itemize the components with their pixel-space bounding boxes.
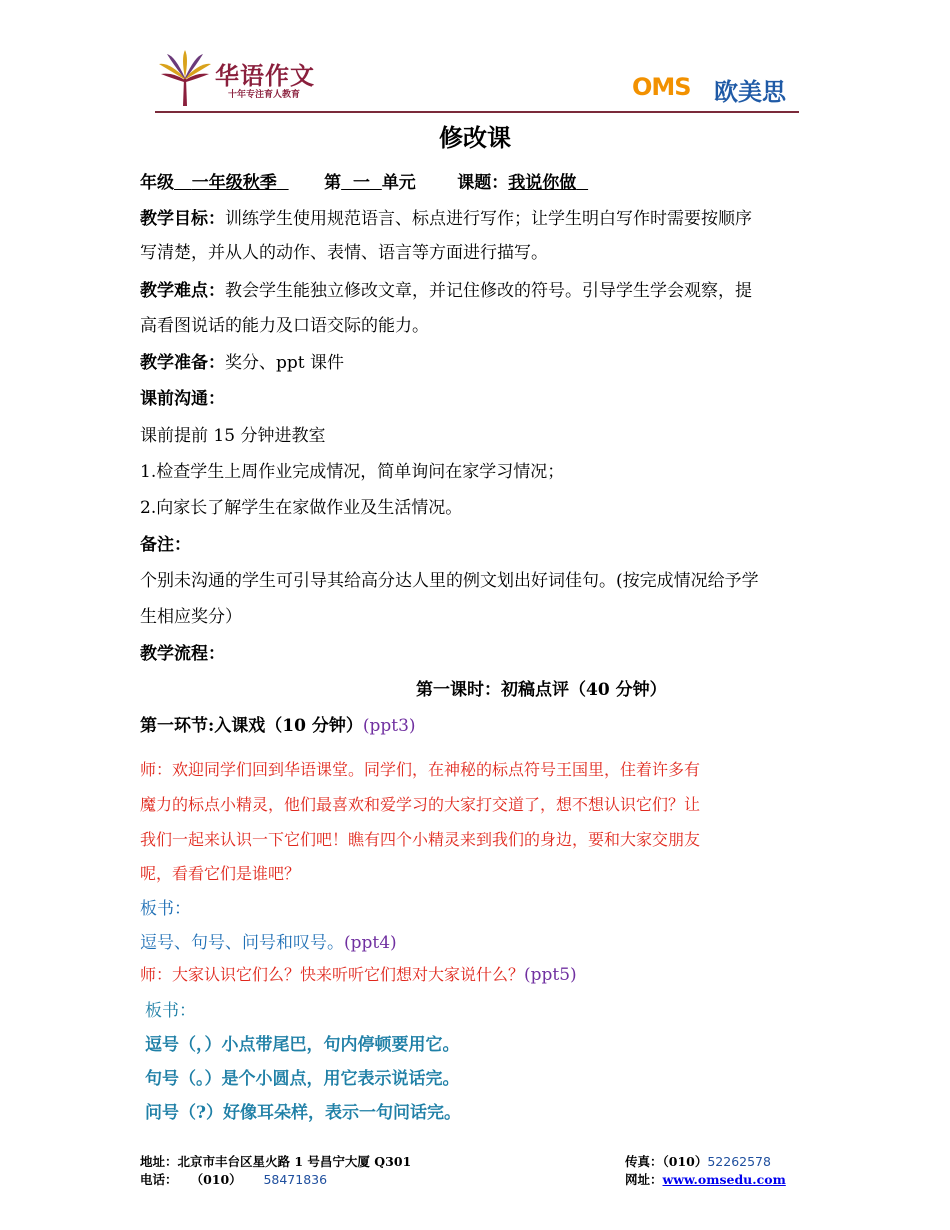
teacher-speech-1-line-3: 我们一起来认识一下它们吧！瞧有四个小精灵来到我们的身边，要和大家交朋友 xyxy=(140,830,701,849)
huayu-logo-subtitle: 十年专注育人教育 xyxy=(228,90,301,100)
goals-line-1: 教学目标：训练学生使用规范语言、标点进行写作；让学生明白写作时需要按顺序 xyxy=(140,209,752,229)
footer-phone: 电话： （010） 58471836 xyxy=(140,1172,328,1187)
grade-label: 年级 xyxy=(140,173,174,193)
unit-value: 一 xyxy=(352,173,370,193)
oms-logo-latin: OMS xyxy=(632,73,691,101)
board-2-line-2: 句号（。）是个小圆点，用它表示说话完。 xyxy=(145,1069,460,1089)
pre-class-line-3: 2.向家长了解学生在家做作业及生活情况。 xyxy=(140,498,463,518)
prep-line: 教学准备：奖分、ppt 课件 xyxy=(140,353,344,373)
flow-label: 教学流程： xyxy=(140,644,225,664)
huayu-logo-icon xyxy=(155,48,215,108)
notes-line-1: 个别未沟通的学生可引导其给高分达人里的例文划出好词佳句。(按完成情况给予学 xyxy=(140,571,759,591)
notes-label: 备注： xyxy=(140,535,191,555)
topic-label: 课题： xyxy=(457,173,509,193)
footer-address: 地址：北京市丰台区星火路 1 号昌宁大厦 Q301 xyxy=(140,1154,412,1169)
topic-value: 我说你做 xyxy=(508,173,577,193)
unit-suffix: 单元 xyxy=(381,173,416,193)
section-1-title: 第一环节:入课戏（10 分钟）(ppt3) xyxy=(140,716,416,736)
board-1-content: 逗号、句号、问号和叹号。(ppt4) xyxy=(140,933,397,953)
course-meta xyxy=(140,168,588,193)
unit-prefix: 第 xyxy=(324,173,342,193)
oms-logo-chinese: 欧美思 xyxy=(714,78,786,106)
goals-line-2: 写清楚，并从人的动作、表情、语言等方面进行描写。 xyxy=(140,243,548,263)
pre-class-line-2: 1.检查学生上周作业完成情况，简单询问在家学习情况； xyxy=(140,462,565,482)
board-2-line-3: 问号（?）好像耳朵样，表示一句问话完。 xyxy=(145,1103,461,1123)
board-2-label: 板书： xyxy=(145,1001,196,1021)
notes-line-2: 生相应奖分） xyxy=(140,607,242,627)
teacher-speech-2: 师：大家认识它们么？快来听听它们想对大家说什么？(ppt5) xyxy=(140,965,577,985)
huayu-logo-text: 华语作文 xyxy=(215,62,315,90)
pre-class-label: 课前沟通： xyxy=(140,389,225,409)
teacher-speech-1-line-1: 师：欢迎同学们回到华语课堂。同学们，在神秘的标点符号王国里，住着许多有 xyxy=(140,760,701,779)
page-title: 修改课 xyxy=(439,123,511,152)
grade-value: 一年级秋季 xyxy=(191,173,277,193)
difficulty-line-2: 高看图说话的能力及口语交际的能力。 xyxy=(140,316,429,336)
lesson-1-title: 第一课时：初稿点评（40 分钟） xyxy=(416,680,667,700)
difficulty-line-1: 教学难点：教会学生能独立修改文章，并记住修改的符号。引导学生学会观察，提 xyxy=(140,281,752,301)
board-1-label: 板书： xyxy=(140,899,191,919)
teacher-speech-1-line-2: 魔力的标点小精灵，他们最喜欢和爱学习的大家打交道了，想不想认识它们？让 xyxy=(140,795,701,814)
website-link[interactable]: www.omsedu.com xyxy=(662,1172,786,1187)
teacher-speech-1-line-4: 呢，看看它们是谁吧？ xyxy=(140,864,301,883)
footer-fax: 传真：（010）52262578 xyxy=(625,1154,771,1169)
header-divider xyxy=(155,111,799,113)
board-2-line-1: 逗号（，）小点带尾巴，句内停顿要用它。 xyxy=(145,1035,460,1055)
footer-website: 网址：www.omsedu.com xyxy=(625,1172,786,1187)
pre-class-line-1: 课前提前 15 分钟进教室 xyxy=(140,426,326,446)
